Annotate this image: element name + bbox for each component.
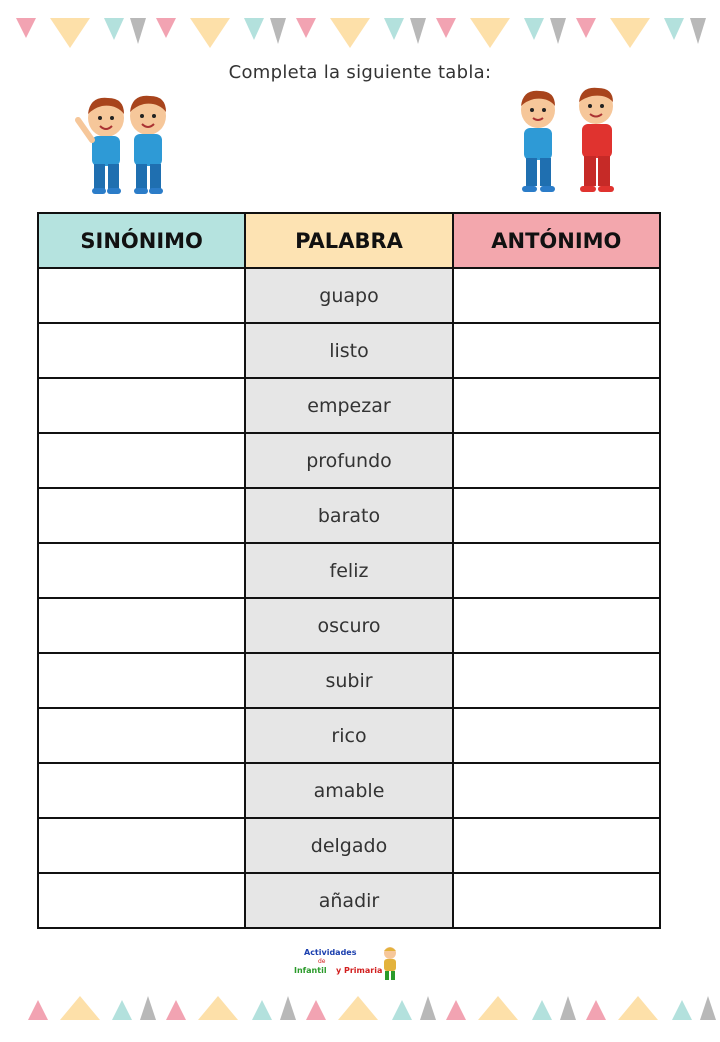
sinonimo-cell[interactable] [38, 873, 245, 928]
table-row [38, 763, 660, 818]
sinonimo-cell[interactable] [38, 818, 245, 873]
antonimo-cell[interactable] [453, 873, 660, 928]
site-logo [294, 944, 406, 984]
table-row [38, 818, 660, 873]
antonimo-cell[interactable] [453, 323, 660, 378]
logo-line-2: de [318, 958, 326, 965]
table-row [38, 433, 660, 488]
antonimo-cell[interactable] [453, 378, 660, 433]
antonimo-cell[interactable] [453, 433, 660, 488]
table-row [38, 378, 660, 433]
sinonimo-cell[interactable] [38, 433, 245, 488]
table-row [38, 708, 660, 763]
antonimo-cell[interactable] [453, 598, 660, 653]
sinonimo-cell[interactable] [38, 708, 245, 763]
header-palabra: PALABRA [245, 213, 452, 268]
antonimo-cell[interactable] [453, 488, 660, 543]
sinonimo-cell[interactable] [38, 488, 245, 543]
table-row [38, 653, 660, 708]
word-cell: barato [245, 488, 452, 543]
word-cell: empezar [245, 378, 452, 433]
antonimo-cell[interactable] [453, 818, 660, 873]
synonym-antonym-table [37, 212, 661, 929]
table-row [38, 488, 660, 543]
word-cell: añadir [245, 873, 452, 928]
table-header-row [38, 213, 660, 268]
word-cell: profundo [245, 433, 452, 488]
bunting-flags-bottom [28, 996, 716, 1020]
sinonimo-cell[interactable] [38, 378, 245, 433]
antonimo-cell[interactable] [453, 708, 660, 763]
sinonimo-cell[interactable] [38, 653, 245, 708]
table-row [38, 268, 660, 323]
word-cell: listo [245, 323, 452, 378]
kids-standing-illustration [512, 86, 624, 200]
instruction-text: Completa la siguiente tabla: [228, 62, 492, 83]
bunting-bottom [0, 992, 720, 1042]
word-cell: amable [245, 763, 452, 818]
sinonimo-cell[interactable] [38, 598, 245, 653]
logo-line-3: Infantil [294, 966, 327, 975]
sinonimo-cell[interactable] [38, 323, 245, 378]
bunting-top [0, 10, 720, 60]
logo-line-1: Actividades [304, 948, 357, 957]
header-antonimo: ANTÓNIMO [453, 213, 660, 268]
table-row [38, 323, 660, 378]
word-cell: subir [245, 653, 452, 708]
antonimo-cell[interactable] [453, 268, 660, 323]
word-cell: delgado [245, 818, 452, 873]
antonimo-cell[interactable] [453, 763, 660, 818]
sinonimo-cell[interactable] [38, 543, 245, 598]
antonimo-cell[interactable] [453, 543, 660, 598]
header-sinonimo: SINÓNIMO [38, 213, 245, 268]
table-row [38, 873, 660, 928]
kids-waving-illustration [72, 90, 182, 202]
bunting-flags-top [16, 18, 706, 48]
word-cell: oscuro [245, 598, 452, 653]
table-row [38, 543, 660, 598]
sinonimo-cell[interactable] [38, 268, 245, 323]
table-row [38, 598, 660, 653]
sinonimo-cell[interactable] [38, 763, 245, 818]
word-cell: rico [245, 708, 452, 763]
logo-child-icon [378, 946, 402, 982]
logo-line-4: y Primaria [336, 966, 383, 975]
word-cell: feliz [245, 543, 452, 598]
antonimo-cell[interactable] [453, 653, 660, 708]
word-cell: guapo [245, 268, 452, 323]
